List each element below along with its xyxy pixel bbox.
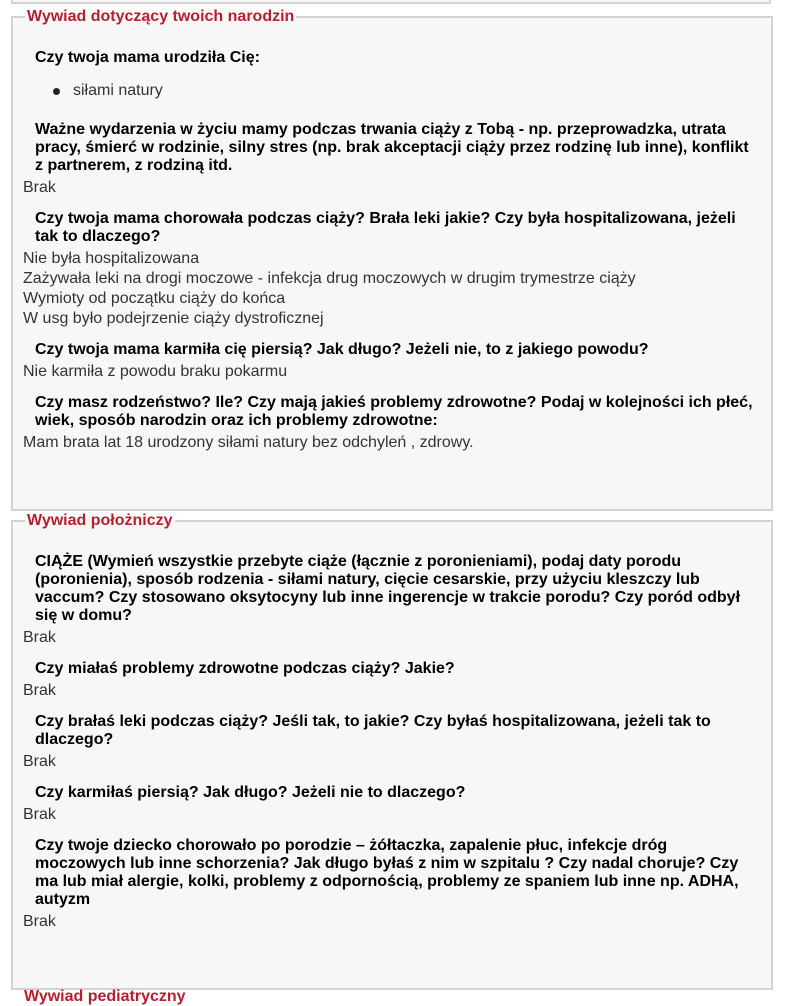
answer-line: Wymioty od początku ciąży do końca	[23, 290, 286, 307]
question-mother-illness: Czy twoja mama chorowała podczas ciąży? Brała leki jakie? Czy była hospitalizowana, jeżeli tak to dlaczego?	[35, 210, 736, 245]
question-breastfeeding: Czy twoja mama karmiła cię piersią? Jak długo? Jeżeli nie, to z jakiego powodu?	[35, 341, 649, 358]
question-medication: Czy brałaś leki podczas ciąży? Jeśli tak, to jakie? Czy byłaś hospitalizowana, jeżeli tak to dlaczego?	[35, 713, 711, 748]
question-pregnancy-events: Ważne wydarzenia w życiu mamy podczas trwania ciąży z Tobą - np. przeprowadzka, utrata pracy, śmierć w rodzinie, silny stres (np. brak akceptacji ciąży przez rodzinę lub inne), konflikt z partnerem, z rodziną itd.	[35, 121, 749, 174]
question-child-illness: Czy twoje dziecko chorowało po porodzie – żółtaczka, zapalenie płuc, infekcje dróg moczowych lub inne schorzenia? Jak długo byłaś z nim w szpitalu ? Czy nadal choruje? Czy ma lub miał alergie, kolki, problemy z odpornością, problemy ze spaniem lub inne np. ADHA, autyzm	[35, 837, 739, 908]
answer-line: W usg było podejrzenie ciąży dystroficznej	[23, 310, 324, 327]
answer-breastfeeding: Nie karmiła z powodu braku pokarmu	[23, 363, 288, 380]
answer-pregnancy-events: Brak	[23, 179, 56, 196]
question-birth-mode: Czy twoja mama urodziła Cię:	[35, 49, 260, 66]
answer-pregnancies: Brak	[23, 629, 56, 646]
answer-mother-illness	[23, 249, 771, 329]
question-siblings: Czy masz rodzeństwo? Ile? Czy mają jakieś problemy zdrowotne? Podaj w kolejności ich płeć, wiek, sposób narodzin oraz ich problemy zdrowotne:	[35, 394, 753, 429]
section-legend: Wywiad położniczy	[27, 512, 173, 529]
question-breastfeeding: Czy karmiłaś piersią? Jak długo? Jeżeli nie to dlaczego?	[35, 784, 466, 801]
previous-section-bottom-border	[11, 0, 771, 4]
next-section-legend: Wywiad pediatryczny	[24, 988, 186, 1005]
birth-history-section	[11, 8, 773, 511]
answer-line: Nie była hospitalizowana	[23, 250, 200, 267]
answer-pregnancy-health: Brak	[23, 682, 56, 699]
list-item: siłami natury	[53, 81, 771, 101]
answer-medication: Brak	[23, 753, 56, 770]
question-pregnancy-health: Czy miałaś problemy zdrowotne podczas ciąży? Jakie?	[35, 660, 455, 677]
answer-child-illness: Brak	[23, 913, 56, 930]
answer-birth-mode-list	[23, 81, 771, 101]
obstetric-history-section	[11, 512, 773, 990]
question-pregnancies: CIĄŻE (Wymień wszystkie przebyte ciąże (łącznie z poronieniami), podaj daty porodu (poronienia), sposób rodzenia - siłami natury, cięcie cesarskie, przy użyciu kleszczy lub vaccum? Czy stosowano oksytocyny lub inne ingerencje w trakcie porodu? Czy poród odbył się w domu?	[35, 553, 741, 624]
answer-line: Zażywała leki na drogi moczowe - infekcja drug moczowych w drugim trymestrze ciąży	[23, 270, 636, 287]
section-legend: Wywiad dotyczący twoich narodzin	[27, 8, 295, 25]
answer-siblings: Mam brata lat 18 urodzony siłami natury bez odchyleń , zdrowy.	[23, 434, 474, 451]
answer-breastfeeding: Brak	[23, 806, 56, 823]
